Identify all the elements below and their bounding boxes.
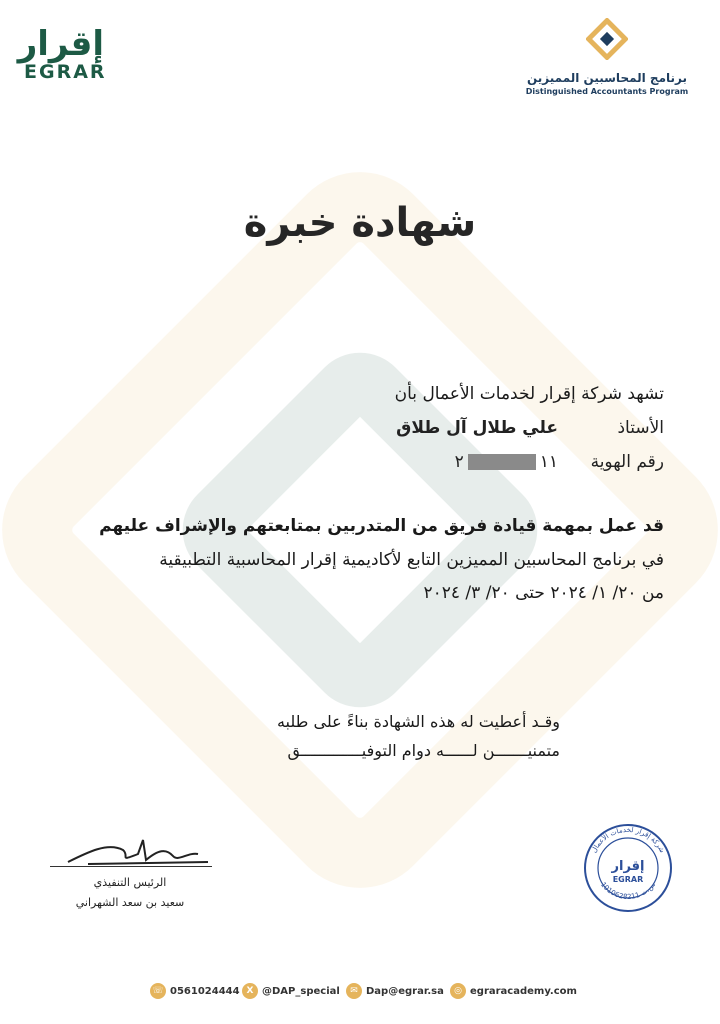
closing-line-1: وقـد أعطيت له هذه الشهادة بناءً على طلبه	[276, 712, 560, 731]
signature-line	[50, 866, 212, 867]
id-redaction	[468, 454, 536, 470]
name-row	[364, 418, 664, 444]
stamp-number: س.ت 1010628211	[598, 880, 658, 901]
dap-logo-arabic: برنامج المحاسبين المميزين	[526, 71, 687, 85]
footer-email[interactable]: ✉ Dap@egrar.sa	[346, 980, 444, 1002]
body-line-1: قد عمل بمهمة قيادة فريق من المتدربين بمتابعتهم والإشراف عليهم	[99, 516, 664, 536]
globe-icon: ◎	[450, 983, 466, 999]
stamp-ring-text: شركة إقرار لخدمات الأعمال	[589, 825, 667, 855]
stamp-center-english: EGRAR	[612, 875, 644, 884]
dap-logo	[512, 18, 702, 98]
signatory-name: سعيد بن سعد الشهراني	[75, 896, 185, 909]
stamp-center-arabic: إقرار	[611, 859, 645, 874]
egrar-logo	[17, 24, 107, 83]
footer-twitter[interactable]: X @DAP_special	[242, 980, 340, 1002]
email-icon: ✉	[346, 983, 362, 999]
egrar-logo-english: EGRAR	[24, 61, 107, 83]
id-suffix: ٢	[454, 452, 464, 472]
footer-website[interactable]: ◎ egraracademy.com	[450, 980, 577, 1002]
contact-footer	[150, 980, 580, 1002]
x-twitter-icon: X	[242, 983, 258, 999]
name-label: الأستاذ	[617, 418, 664, 438]
egrar-logo-arabic: إقرار	[17, 24, 104, 64]
footer-phone[interactable]: ☏ 0561024444	[150, 980, 240, 1002]
id-prefix: ١١	[539, 452, 558, 472]
intro-line: تشهد شركة إقرار لخدمات الأعمال بأن	[394, 384, 664, 404]
id-value	[455, 452, 558, 472]
id-row	[364, 452, 664, 478]
dap-logo-english: Distinguished Accountants Program	[525, 87, 689, 96]
id-label: رقم الهوية	[590, 452, 664, 472]
body-line-2: في برنامج المحاسبين المميزين التابع لأكاديمية إقرار المحاسبية التطبيقية	[159, 550, 664, 570]
svg-text:شركة إقرار لخدمات الأعمال	[590, 826, 666, 854]
signatory-title: الرئيس التنفيذي	[93, 876, 167, 889]
closing-line-2: متمنيـــــــن لــــــه دوام التوفيـــــــــــــق	[287, 741, 560, 760]
body-line-3: من ٢٠/ ١/ ٢٠٢٤ حتى ٢٠/ ٣/ ٢٠٢٤	[423, 583, 664, 603]
certificate-title: شهادة خبرة	[243, 200, 477, 246]
company-stamp	[582, 822, 674, 914]
phone-icon: ☏	[150, 983, 166, 999]
name-value: علي طلال آل طلاق	[396, 418, 558, 438]
dap-diamond-icon	[586, 18, 628, 60]
